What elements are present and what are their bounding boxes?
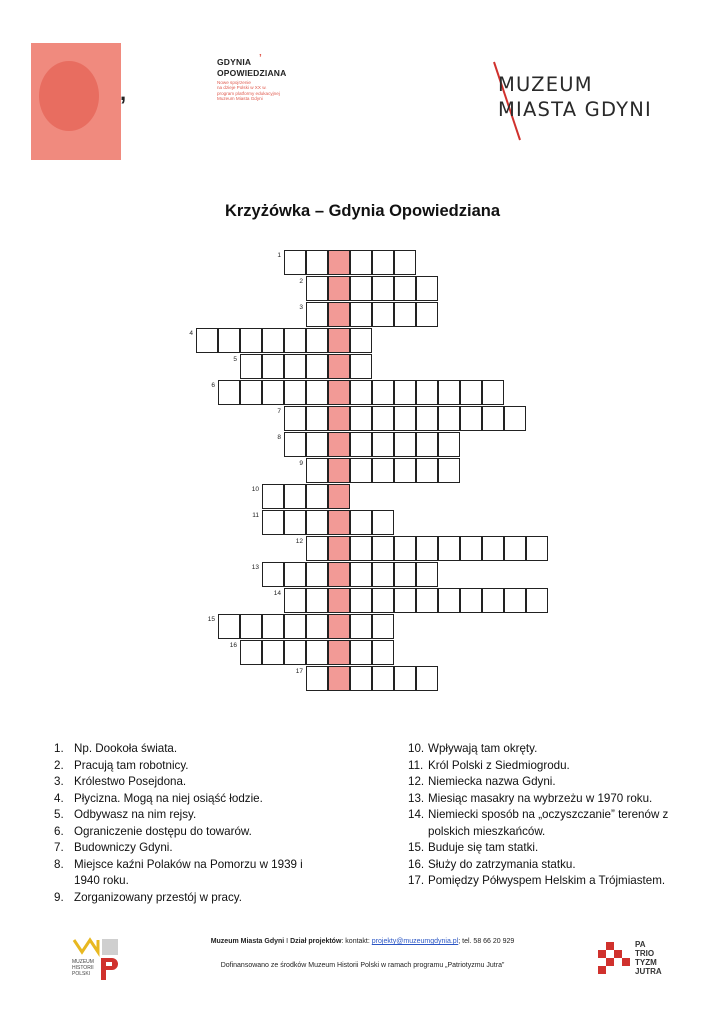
crossword-cell[interactable] bbox=[262, 354, 284, 379]
crossword-cell[interactable] bbox=[372, 302, 394, 327]
crossword-cell[interactable] bbox=[394, 250, 416, 275]
crossword-cell[interactable] bbox=[284, 354, 306, 379]
clue-number-14: 14 bbox=[273, 590, 281, 597]
crossword-cell[interactable] bbox=[438, 588, 460, 613]
crossword-key-cell[interactable] bbox=[328, 380, 350, 405]
patriotyzm-jutra-logo bbox=[598, 940, 668, 976]
crossword-cell[interactable] bbox=[504, 588, 526, 613]
crossword-cell[interactable] bbox=[394, 562, 416, 587]
crossword-cell[interactable] bbox=[372, 588, 394, 613]
crossword-cell[interactable] bbox=[262, 562, 284, 587]
crossword-cell[interactable] bbox=[240, 328, 262, 353]
clue-number-5: 5 bbox=[233, 356, 237, 363]
crossword-cell[interactable] bbox=[218, 328, 240, 353]
crossword-cell[interactable] bbox=[438, 458, 460, 483]
crossword-cell[interactable] bbox=[394, 458, 416, 483]
clue-number-8: 8 bbox=[277, 434, 281, 441]
crossword-cell[interactable] bbox=[306, 432, 328, 457]
crossword-cell[interactable] bbox=[306, 458, 328, 483]
crossword-cell[interactable] bbox=[438, 536, 460, 561]
crossword-cell[interactable] bbox=[482, 536, 504, 561]
crossword-cell[interactable] bbox=[350, 614, 372, 639]
clue-item: 5. Odbywasz na nim rejsy. bbox=[54, 808, 197, 821]
crossword-cell[interactable] bbox=[372, 666, 394, 691]
crossword-key-cell[interactable] bbox=[328, 536, 350, 561]
crossword-cell[interactable] bbox=[240, 354, 262, 379]
crossword-cell[interactable] bbox=[284, 250, 306, 275]
crossword-cell[interactable] bbox=[350, 276, 372, 301]
crossword-cell[interactable] bbox=[350, 666, 372, 691]
crossword-cell[interactable] bbox=[306, 536, 328, 561]
crossword-cell[interactable] bbox=[394, 302, 416, 327]
clue-number-15: 15 bbox=[207, 616, 215, 623]
clue-item: 1. Np. Dookoła świata. bbox=[54, 742, 178, 755]
clue-number-12: 12 bbox=[295, 538, 303, 545]
crossword-cell[interactable] bbox=[284, 484, 306, 509]
crossword-cell[interactable] bbox=[416, 406, 438, 431]
clue-item: 12. Niemiecka nazwa Gdyni. bbox=[408, 775, 556, 788]
crossword-cell[interactable] bbox=[372, 250, 394, 275]
crossword-cell[interactable] bbox=[394, 276, 416, 301]
crossword-cell[interactable] bbox=[350, 510, 372, 535]
crossword-key-cell[interactable] bbox=[328, 276, 350, 301]
crossword-cell[interactable] bbox=[394, 536, 416, 561]
crossword-cell[interactable] bbox=[306, 588, 328, 613]
email-link[interactable]: projekty@muzeumgdynia.pl bbox=[371, 938, 459, 945]
crossword-cell[interactable] bbox=[262, 380, 284, 405]
clue-item: 15. Buduje się tam statki. bbox=[408, 841, 539, 854]
crossword-cell[interactable] bbox=[372, 276, 394, 301]
pj-logo-text: PA TRIO TYZM JUTRA bbox=[635, 940, 662, 976]
crossword-cell[interactable] bbox=[306, 276, 328, 301]
crossword-cell[interactable] bbox=[306, 562, 328, 587]
crossword-cell[interactable] bbox=[394, 432, 416, 457]
crossword-cell[interactable] bbox=[482, 588, 504, 613]
page-title: Krzyżówka – Gdynia Opowiedziana bbox=[224, 202, 501, 220]
crossword-cell[interactable] bbox=[284, 640, 306, 665]
crossword-cell[interactable] bbox=[372, 640, 394, 665]
crossword-cell[interactable] bbox=[262, 484, 284, 509]
clue-number-7: 7 bbox=[277, 408, 281, 415]
crossword-cell[interactable] bbox=[350, 380, 372, 405]
crossword-key-cell[interactable] bbox=[328, 302, 350, 327]
crossword-cell[interactable] bbox=[416, 380, 438, 405]
crossword-cell[interactable] bbox=[306, 406, 328, 431]
crossword-key-cell[interactable] bbox=[328, 614, 350, 639]
crossword-cell[interactable] bbox=[526, 536, 548, 561]
mhp-logo-text: MUZEUM HISTORII POLSKI bbox=[72, 959, 94, 977]
crossword-cell[interactable] bbox=[350, 536, 372, 561]
crossword-cell[interactable] bbox=[394, 380, 416, 405]
crossword-cell[interactable] bbox=[262, 510, 284, 535]
crossword-cell[interactable] bbox=[372, 614, 394, 639]
clue-item: 13. Miesiąc masakry na wybrzeżu w 1970 roku. bbox=[408, 791, 653, 805]
museum-logo-line2: MIASTA GDYNI bbox=[498, 98, 652, 121]
crossword-cell[interactable] bbox=[284, 406, 306, 431]
crossword-cell[interactable] bbox=[394, 666, 416, 691]
crossword-key-cell[interactable] bbox=[328, 640, 350, 665]
project-logo-title-1: GDYNIA bbox=[217, 57, 252, 67]
crossword-cell[interactable] bbox=[350, 432, 372, 457]
crossword-cell[interactable] bbox=[306, 510, 328, 535]
crossword-cell[interactable] bbox=[416, 432, 438, 457]
crossword-key-cell[interactable] bbox=[328, 328, 350, 353]
crossword-key-cell[interactable] bbox=[328, 484, 350, 509]
crossword-cell[interactable] bbox=[196, 328, 218, 353]
crossword-cell[interactable] bbox=[262, 640, 284, 665]
clue-number-16: 16 bbox=[229, 642, 237, 649]
crossword-cell[interactable] bbox=[350, 562, 372, 587]
crossword-cell[interactable] bbox=[284, 510, 306, 535]
muzeum-historii-polski-logo bbox=[72, 936, 124, 984]
project-logo-tagline: Nowe spojrzenie na dzieje Polski w XX w. program platformy edukacyjnej Muzeum Miasta Gdyni bbox=[217, 80, 280, 102]
crossword-cell[interactable] bbox=[394, 406, 416, 431]
crossword-cell[interactable] bbox=[438, 432, 460, 457]
crossword-cell[interactable] bbox=[416, 276, 438, 301]
clue-number-13: 13 bbox=[251, 564, 259, 571]
crossword-cell[interactable] bbox=[350, 406, 372, 431]
crossword-cell[interactable] bbox=[438, 406, 460, 431]
crossword-cell[interactable] bbox=[284, 562, 306, 587]
crossword-cell[interactable] bbox=[504, 536, 526, 561]
crossword-cell[interactable] bbox=[372, 562, 394, 587]
crossword-cell[interactable] bbox=[394, 588, 416, 613]
clue-item: 6. Ograniczenie dostępu do towarów. bbox=[54, 824, 252, 838]
footer-funding: Dofinansowano ze środków Muzeum Historii Polski w ramach programu „Patriotyzmu Jutra” bbox=[220, 962, 505, 969]
crossword-cell[interactable] bbox=[284, 380, 306, 405]
crossword-cell[interactable] bbox=[438, 380, 460, 405]
crossword-key-cell[interactable] bbox=[328, 354, 350, 379]
clues-right-list bbox=[398, 741, 708, 890]
crossword-cell[interactable] bbox=[482, 406, 504, 431]
crossword-cell[interactable] bbox=[372, 432, 394, 457]
clue-item: 4. Płycizna. Mogą na niej osiąść łodzie. bbox=[54, 791, 263, 805]
crossword-key-cell[interactable] bbox=[328, 458, 350, 483]
crossword-cell[interactable] bbox=[372, 406, 394, 431]
crossword-key-cell[interactable] bbox=[328, 510, 350, 535]
crossword-cell[interactable] bbox=[504, 406, 526, 431]
clue-item: 8. Miejsce kaźni Polaków na Pomorzu w 1939 i 1940 roku. bbox=[54, 857, 303, 887]
crossword-cell[interactable] bbox=[262, 614, 284, 639]
crossword-cell[interactable] bbox=[460, 406, 482, 431]
crossword-cell[interactable] bbox=[306, 302, 328, 327]
clue-item: 11. Król Polski z Siedmiogrodu. bbox=[408, 758, 570, 772]
crossword-cell[interactable] bbox=[350, 640, 372, 665]
crossword-cell[interactable] bbox=[416, 666, 438, 691]
crossword-cell[interactable] bbox=[306, 640, 328, 665]
crossword-cell[interactable] bbox=[218, 614, 240, 639]
mhp-mark-icon bbox=[72, 936, 124, 958]
crossword-cell[interactable] bbox=[416, 536, 438, 561]
footer-contact: Muzeum Miasta Gdyni I Dział projektów: kontakt: projekty@muzeumgdynia.pl; tel. 58 66 20 929 bbox=[210, 938, 515, 945]
clue-number-10: 10 bbox=[251, 486, 259, 493]
museum-logo-line1: MUZEUM bbox=[498, 73, 593, 96]
clue-item: 10. Wpływają tam okręty. bbox=[408, 742, 538, 755]
crossword-cell[interactable] bbox=[372, 380, 394, 405]
clue-number-9: 9 bbox=[299, 460, 303, 467]
crossword-key-cell[interactable] bbox=[328, 562, 350, 587]
crossword-cell[interactable] bbox=[240, 380, 262, 405]
crossword-cell[interactable] bbox=[416, 302, 438, 327]
crossword-cell[interactable] bbox=[306, 354, 328, 379]
crossword-cell[interactable] bbox=[350, 328, 372, 353]
crossword-cell[interactable] bbox=[416, 588, 438, 613]
project-logo-title-2: OPOWIEDZIANA bbox=[217, 68, 287, 78]
crossword-cell[interactable] bbox=[350, 354, 372, 379]
crossword-cell[interactable] bbox=[460, 588, 482, 613]
comma-icon: , bbox=[120, 80, 127, 105]
crossword-cell[interactable] bbox=[350, 458, 372, 483]
crossword-cell[interactable] bbox=[306, 328, 328, 353]
clue-item: 16. Służy do zatrzymania statku. bbox=[408, 857, 576, 871]
crossword-cell[interactable] bbox=[416, 458, 438, 483]
clue-item: 3. Królestwo Posejdona. bbox=[54, 775, 187, 788]
crossword-key-cell[interactable] bbox=[328, 250, 350, 275]
crossword-key-cell[interactable] bbox=[328, 588, 350, 613]
crossword-key-cell[interactable] bbox=[328, 432, 350, 457]
crossword-cell[interactable] bbox=[350, 588, 372, 613]
crossword-key-cell[interactable] bbox=[328, 666, 350, 691]
crossword-cell[interactable] bbox=[372, 536, 394, 561]
crossword-cell[interactable] bbox=[284, 432, 306, 457]
clue-item: 2. Pracują tam robotnicy. bbox=[54, 758, 189, 772]
crossword-cell[interactable] bbox=[372, 510, 394, 535]
project-logo-box bbox=[121, 43, 212, 160]
clue-item: 7. Budowniczy Gdyni. bbox=[54, 841, 173, 854]
crossword-cell[interactable] bbox=[306, 380, 328, 405]
crossword-cell[interactable] bbox=[460, 536, 482, 561]
clue-number-17: 17 bbox=[295, 668, 303, 675]
crossword-cell[interactable] bbox=[306, 666, 328, 691]
clue-number-4: 4 bbox=[189, 330, 193, 337]
crossword-cell[interactable] bbox=[262, 328, 284, 353]
crossword-cell[interactable] bbox=[482, 380, 504, 405]
clue-number-6: 6 bbox=[211, 382, 215, 389]
crossword-cell[interactable] bbox=[240, 614, 262, 639]
mhp-p-icon bbox=[98, 956, 118, 982]
crossword-cell[interactable] bbox=[240, 640, 262, 665]
crossword-cell[interactable] bbox=[306, 484, 328, 509]
crossword-cell[interactable] bbox=[306, 250, 328, 275]
clues-left-list bbox=[44, 741, 364, 906]
crossword-cell[interactable] bbox=[460, 380, 482, 405]
crossword-cell[interactable] bbox=[526, 588, 548, 613]
crossword-cell[interactable] bbox=[306, 614, 328, 639]
crossword-cell[interactable] bbox=[416, 562, 438, 587]
clue-item: 14. Niemiecki sposób na „oczyszczanie” terenów z polskich mieszkańców. bbox=[408, 808, 669, 838]
clue-item: 9. Zorganizowany przestój w pracy. bbox=[54, 890, 242, 904]
crossword-cell[interactable] bbox=[284, 588, 306, 613]
clue-number-11: 11 bbox=[252, 512, 259, 519]
crossword-cell[interactable] bbox=[218, 380, 240, 405]
crossword-cell[interactable] bbox=[350, 250, 372, 275]
crossword-cell[interactable] bbox=[372, 458, 394, 483]
crossword-cell[interactable] bbox=[284, 614, 306, 639]
clue-number-1: 1 bbox=[277, 252, 281, 259]
pj-mark-icon bbox=[598, 942, 630, 974]
crossword-cell[interactable] bbox=[350, 302, 372, 327]
clue-item: 17. Pomiędzy Półwyspem Helskim a Trójmiastem. bbox=[408, 874, 666, 887]
crossword-key-cell[interactable] bbox=[328, 406, 350, 431]
crossword-cell[interactable] bbox=[284, 328, 306, 353]
clue-number-3: 3 bbox=[299, 304, 303, 311]
clue-number-2: 2 bbox=[299, 278, 303, 285]
apostrophe-icon: ’ bbox=[259, 53, 262, 64]
